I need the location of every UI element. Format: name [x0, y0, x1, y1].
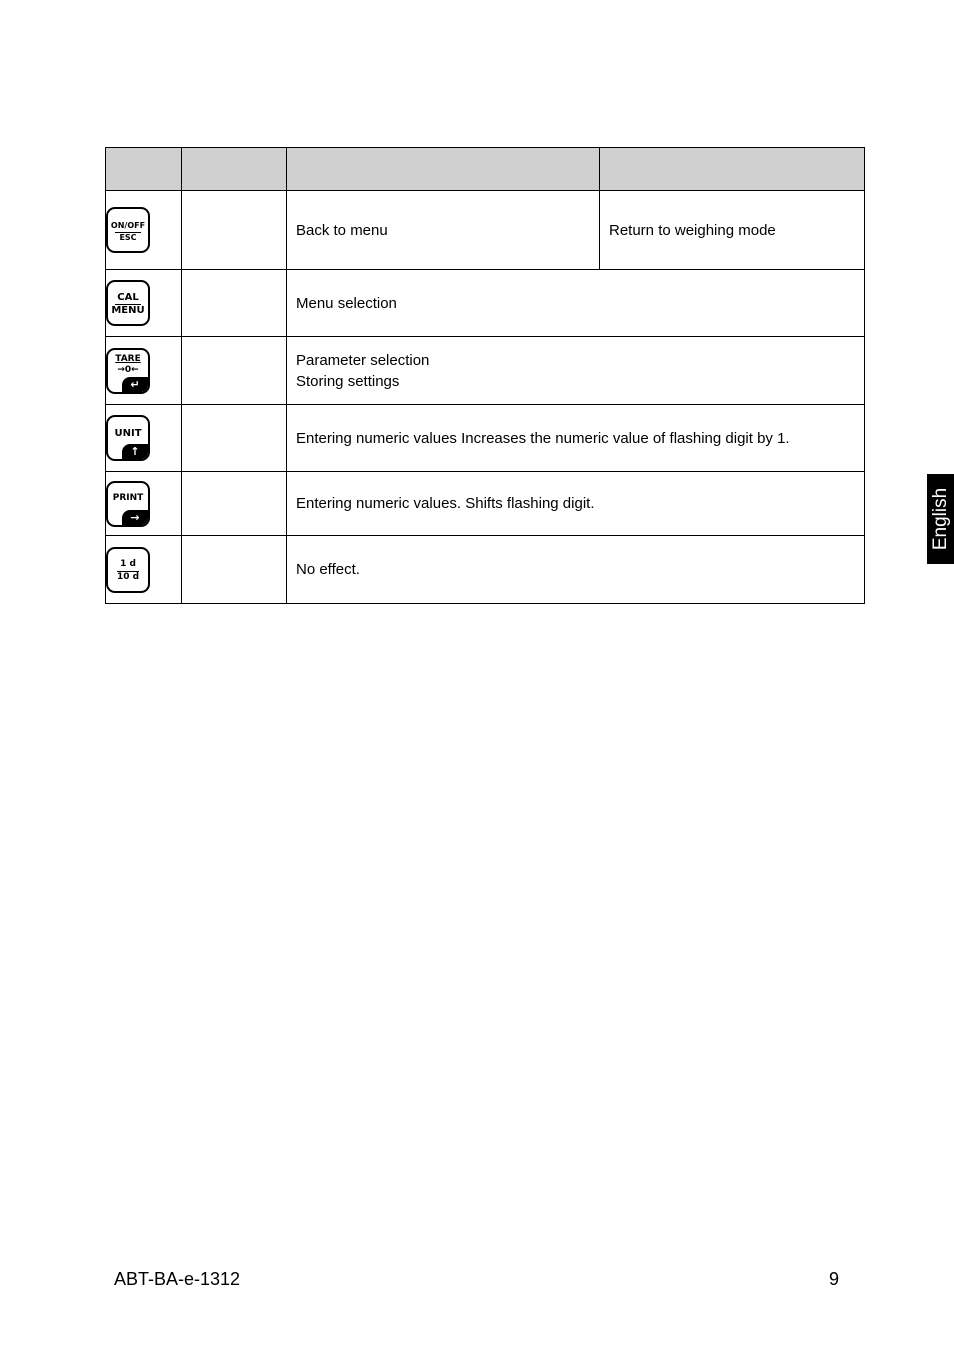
- key-cell: [106, 536, 182, 604]
- row-text: Entering numeric values Increases the numeric value of flashing digit by 1.: [296, 429, 790, 447]
- header-cell: [182, 148, 287, 191]
- description-cell: [287, 191, 600, 270]
- empty-cell: [182, 405, 287, 472]
- key-cell: [106, 472, 182, 536]
- key-cell: [106, 191, 182, 270]
- empty-cell: [182, 337, 287, 405]
- row-text: Parameter selection: [296, 351, 430, 369]
- row-text: Entering numeric values. Shifts flashing digit.: [296, 495, 595, 512]
- empty-cell: [182, 472, 287, 536]
- empty-cell: [182, 191, 287, 270]
- table-row: [106, 536, 865, 604]
- key-label: PRINT: [112, 492, 144, 503]
- header-cell: [287, 148, 600, 191]
- description-cell: [287, 472, 865, 536]
- 1d-10d-key-icon: [106, 547, 150, 593]
- key-label: →0←: [117, 364, 139, 375]
- key-label: 1 d: [120, 558, 136, 569]
- description-cell: [287, 270, 865, 337]
- description-cell: [287, 405, 865, 472]
- on-off-esc-key-icon: [106, 207, 150, 253]
- table-row: [106, 472, 865, 536]
- description-cell: [287, 337, 865, 405]
- enter-arrow-icon: ↵: [122, 377, 148, 392]
- key-cell: [106, 337, 182, 405]
- table-row: [106, 270, 865, 337]
- key-label: ESC: [119, 233, 137, 242]
- key-cell: [106, 405, 182, 472]
- key-label: MENU: [111, 305, 145, 316]
- row-text: Menu selection: [296, 294, 397, 312]
- cal-menu-key-icon: [106, 280, 150, 326]
- language-tab-label: English: [929, 487, 951, 551]
- row-text: Back to menu: [296, 221, 388, 239]
- row-text: Storing settings: [296, 372, 400, 390]
- key-cell: [106, 270, 182, 337]
- table-row: [106, 405, 865, 472]
- table-header-row: [106, 148, 865, 191]
- tare-enter-key-icon: [106, 348, 150, 394]
- key-label: TARE: [115, 353, 141, 364]
- header-cell: [106, 148, 182, 191]
- description-cell: [287, 536, 865, 604]
- key-function-table: [105, 147, 865, 604]
- key-label: UNIT: [114, 428, 142, 439]
- row-text: Return to weighing mode: [609, 221, 776, 239]
- right-arrow-icon: →: [122, 510, 148, 525]
- print-right-key-icon: [106, 481, 150, 527]
- table-row: [106, 191, 865, 270]
- key-label: 10 d: [116, 571, 140, 582]
- empty-cell: [182, 536, 287, 604]
- description-cell: [600, 191, 865, 270]
- up-arrow-icon: ↑: [122, 444, 148, 459]
- unit-up-key-icon: [106, 415, 150, 461]
- footer-doc-code: ABT-BA-e-1312: [114, 1269, 241, 1289]
- header-cell: [600, 148, 865, 191]
- footer-page-number: 9: [829, 1269, 840, 1289]
- empty-cell: [182, 270, 287, 337]
- key-label: CAL: [117, 292, 139, 303]
- row-text: No effect.: [296, 561, 360, 578]
- language-tab: [927, 474, 954, 564]
- table-row: [106, 337, 865, 405]
- key-label: ON/OFF: [110, 221, 146, 230]
